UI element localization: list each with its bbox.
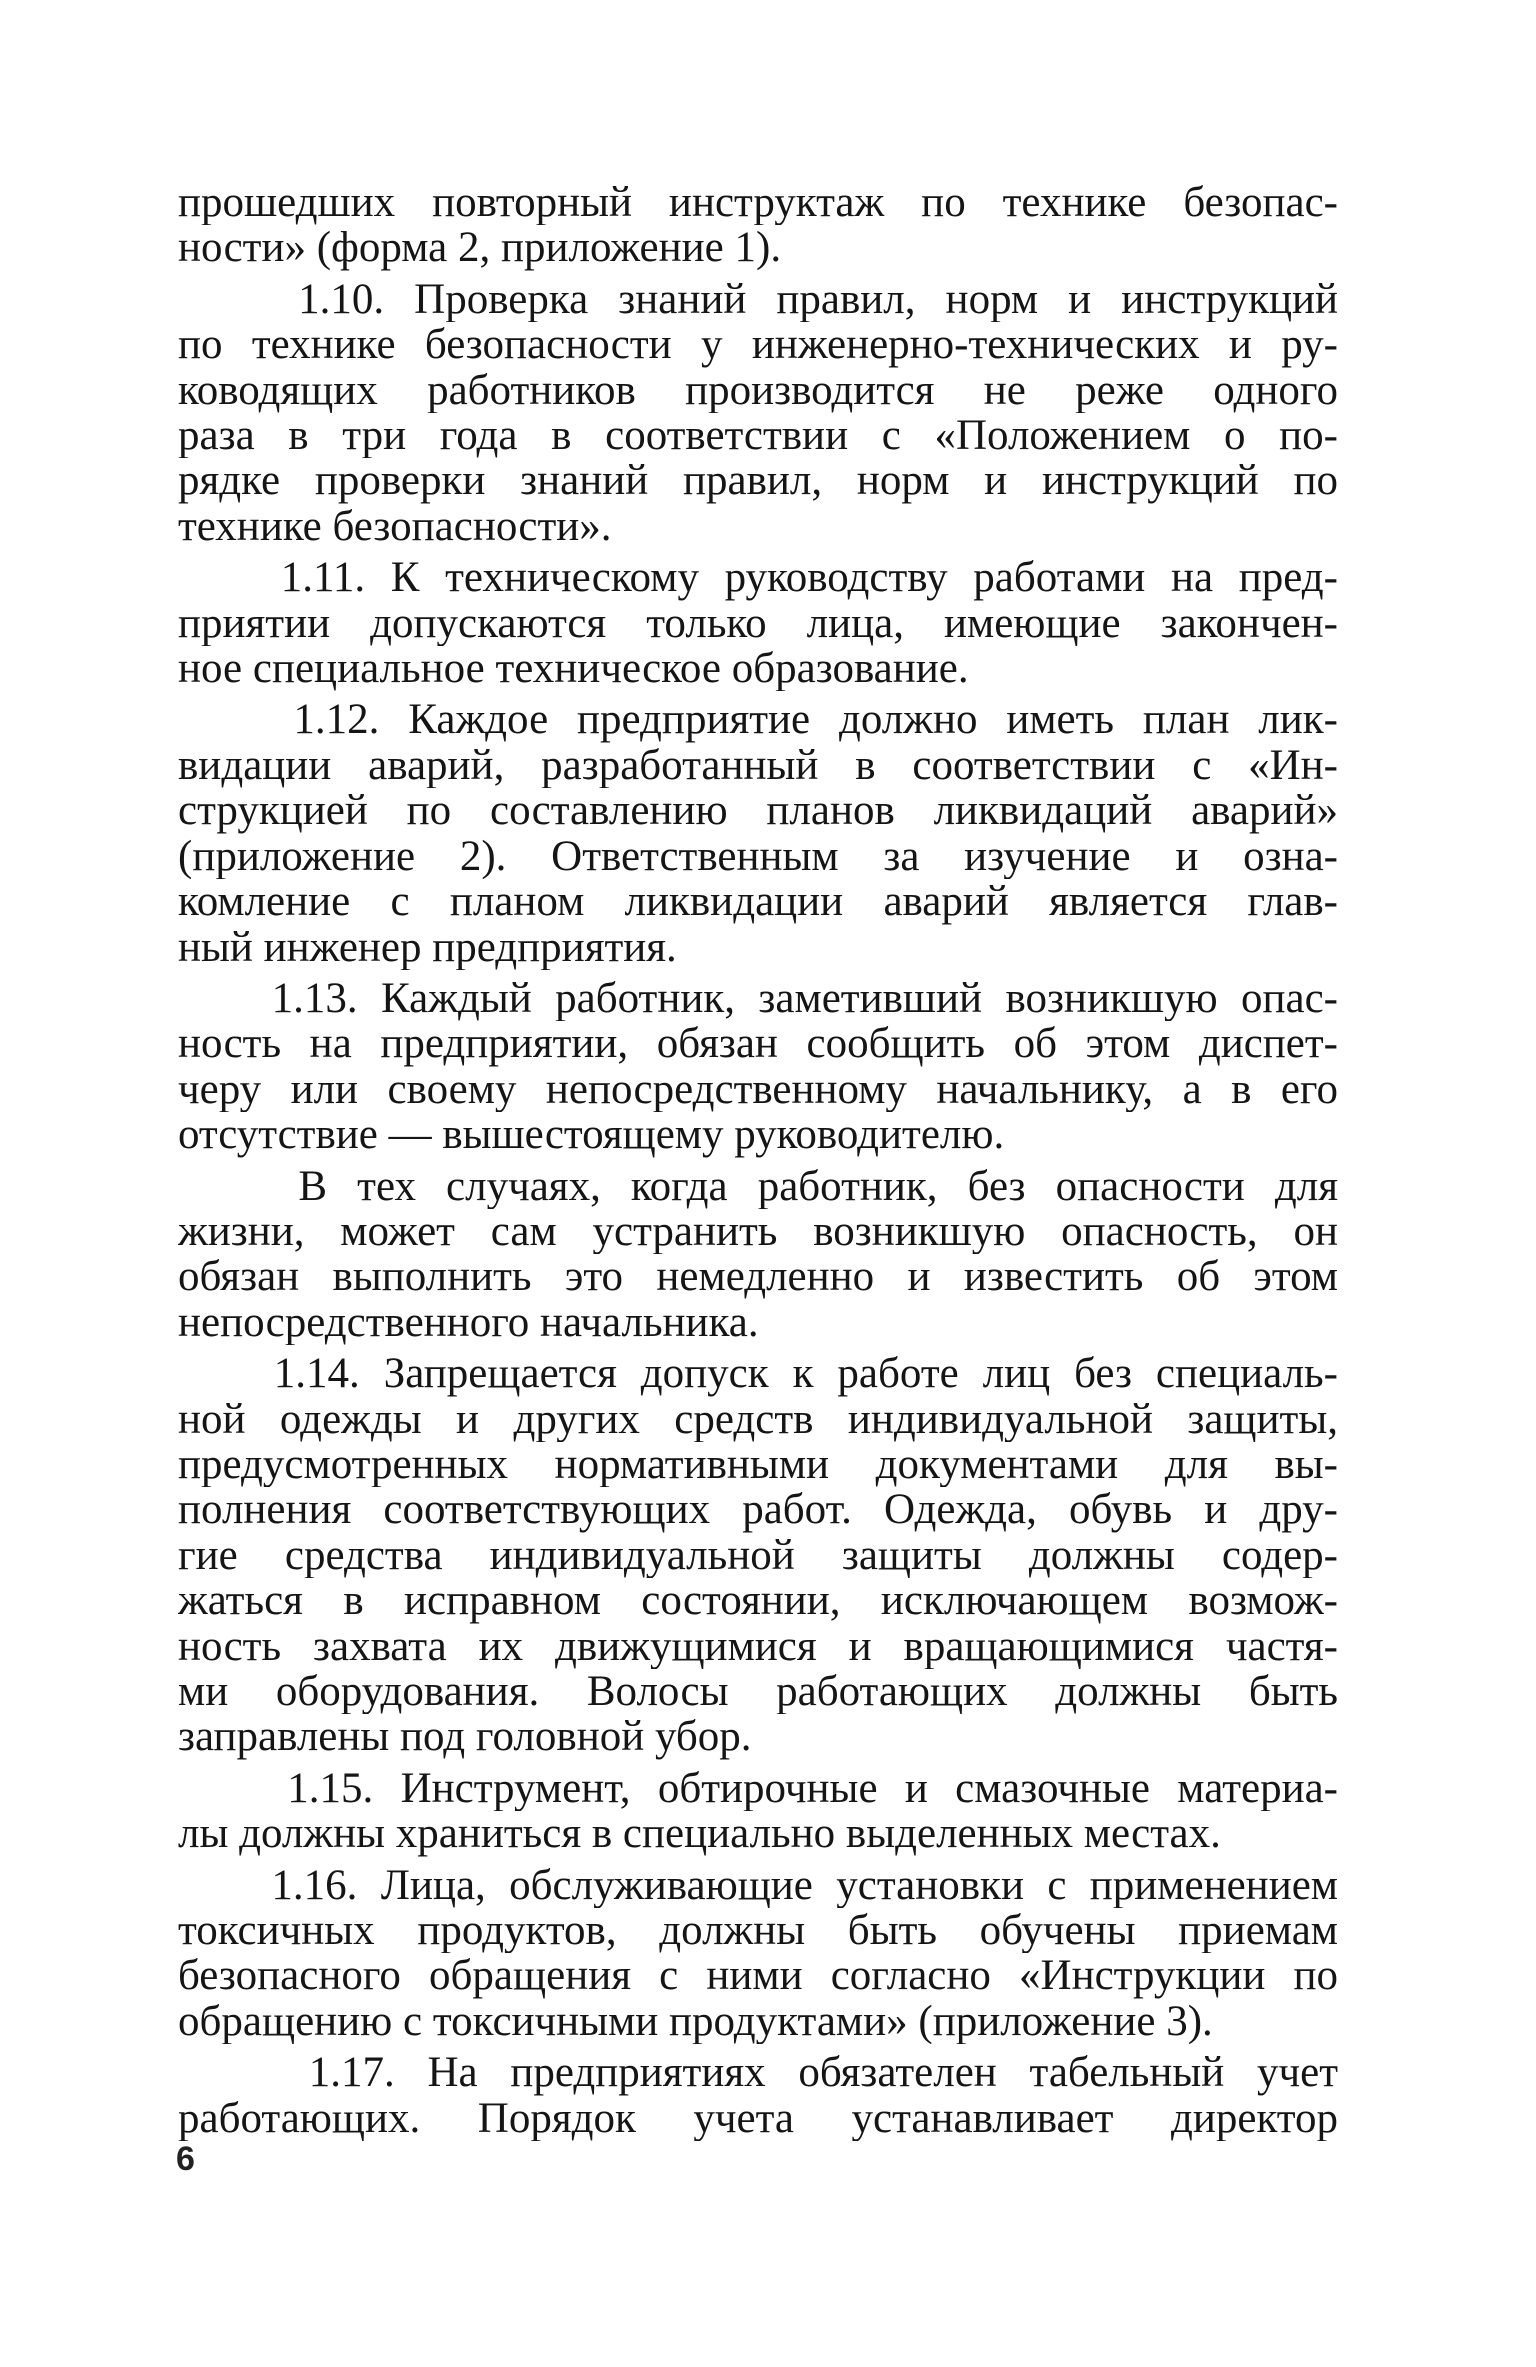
text-line: 1.16. Лица, обслуживающие установки с применением	[178, 1862, 1338, 1909]
text-line: непосредственного начальника.	[178, 1299, 759, 1346]
paragraph-p1-13	[178, 976, 1338, 1158]
text-line: (приложение 2). Ответственным за изучение и озна-	[178, 833, 1338, 880]
paragraph-p1-17	[178, 2050, 1338, 2141]
text-line: предусмотренных нормативными документами для вы-	[178, 1441, 1338, 1488]
text-line: безопасного обращения с ними согласно «Инструкции по	[178, 1953, 1338, 1999]
text-line: видации аварий, разработанный в соответствии с «Ин-	[178, 742, 1338, 789]
text-line: 1.17. На предприятиях обязателен табельный учет	[178, 2050, 1338, 2096]
text-line: обращению с токсичными продуктами» (приложение 3).	[178, 1998, 1213, 2045]
text-line: гие средства индивидуальной защиты должны содер-	[178, 1532, 1338, 1579]
text-line: ности» (форма 2, приложение 1).	[178, 225, 782, 271]
text-line: лы должны храниться в специально выделенных местах.	[178, 1811, 1221, 1857]
paragraph-p1-16	[178, 1863, 1338, 2045]
text-line: жаться в исправном состоянии, исключающем возмож-	[178, 1578, 1338, 1624]
text-line: струкцией по составлению планов ликвидаций аварий»	[178, 788, 1338, 834]
text-line: технике безопасности».	[178, 503, 612, 550]
text-line: 1.11. К техническому руководству работами на пред-	[178, 555, 1338, 601]
text-line: работающих. Порядок учета устанавливает директор	[178, 2095, 1338, 2142]
paragraph-p1-15	[178, 1766, 1338, 1857]
text-line: 1.10. Проверка знаний правил, норм и инструкций	[178, 276, 1338, 323]
text-line: прошедших повторный инструктаж по технике безопас-	[178, 180, 1338, 226]
text-line: ный инженер предприятия.	[178, 924, 677, 970]
text-line: ное специальное техническое образование.	[178, 646, 969, 692]
text-line: 1.14. Запрещается допуск к работе лиц без специаль-	[178, 1351, 1338, 1397]
paragraph-p1-13b	[178, 1164, 1338, 1346]
text-line: отсутствие — вышестоящему руководителю.	[178, 1112, 1005, 1158]
document-body	[178, 180, 1338, 2141]
text-line: комление с планом ликвидации аварий является глав-	[178, 879, 1338, 925]
text-line: обязан выполнить это немедленно и известить об этом	[178, 1254, 1338, 1300]
text-line: полнения соответствующих работ. Одежда, обувь и дру-	[178, 1487, 1338, 1533]
text-line: ководящих работников производится не реже одного	[178, 367, 1338, 414]
paragraph-p1-14	[178, 1351, 1338, 1760]
paragraph-p1-12	[178, 697, 1338, 969]
text-line: раза в три года в соответствии с «Положением о по-	[178, 413, 1338, 459]
text-line: 1.15. Инструмент, обтирочные и смазочные материа-	[178, 1765, 1338, 1812]
text-line: токсичных продуктов, должны быть обучены приемам	[178, 1908, 1338, 1954]
paragraph-p1-10	[178, 277, 1338, 549]
text-line: черу или своему непосредственному начальнику, а в его	[178, 1066, 1338, 1113]
text-line: по технике безопасности у инженерно-технических и ру-	[178, 322, 1338, 368]
text-line: приятии допускаются только лица, имеющие закончен-	[178, 600, 1338, 647]
paragraph-cont	[178, 180, 1338, 271]
page-number: 6	[176, 2140, 195, 2178]
text-line: 1.13. Каждый работник, заметивший возникшую опас-	[178, 975, 1338, 1022]
text-line: заправлены под головной убор.	[178, 1714, 752, 1760]
text-line: ность захвата их движущимися и вращающимися частя-	[178, 1623, 1338, 1669]
text-line: 1.12. Каждое предприятие должно иметь план лик-	[178, 697, 1338, 743]
paragraph-p1-11	[178, 555, 1338, 691]
document-page	[178, 180, 1338, 2180]
text-line: ной одежды и других средств индивидуальной защиты,	[178, 1396, 1338, 1442]
text-line: жизни, может сам устранить возникшую опасность, он	[178, 1208, 1338, 1255]
text-line: ми оборудования. Волосы работающих должны быть	[178, 1669, 1338, 1715]
text-line: ность на предприятии, обязан сообщить об этом диспет-	[178, 1021, 1338, 1067]
text-line: В тех случаях, когда работник, без опасности для	[178, 1163, 1338, 1209]
text-line: рядке проверки знаний правил, норм и инструкций по	[178, 458, 1338, 504]
